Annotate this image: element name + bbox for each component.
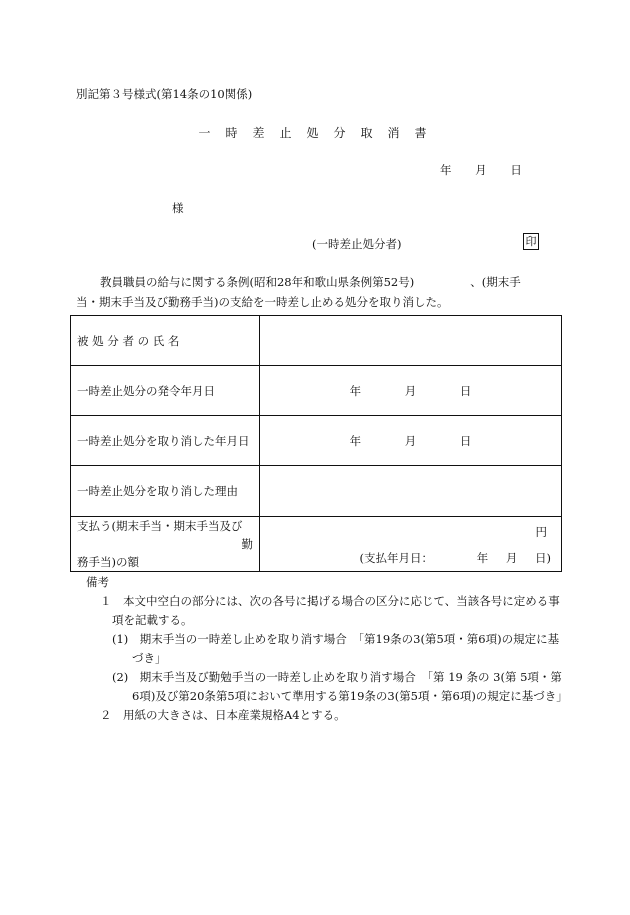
amount-label-line-3: 務手当)の額 bbox=[77, 555, 139, 569]
cancel-day-label: 日 bbox=[459, 433, 472, 448]
document-date bbox=[440, 162, 542, 178]
body-line-1-end: 、(期末手 bbox=[470, 275, 521, 289]
notes-heading: 備考 bbox=[86, 575, 109, 589]
cancel-year-label: 年 bbox=[349, 433, 362, 448]
seal-mark: 印 bbox=[523, 233, 539, 250]
pay-date-label: (支払年月日： bbox=[359, 550, 434, 565]
disposition-table bbox=[70, 315, 562, 572]
cancel-month-label: 月 bbox=[404, 433, 417, 448]
form-reference: 別記第３号様式(第14条の10関係) bbox=[76, 87, 253, 101]
note-item-2: ２ 用紙の大きさは、日本産業規格A4とする。 bbox=[100, 708, 346, 722]
note-item-1-2: (2) 期末手当及び勤勉手当の一時差し止めを取り消す場合 「第 19 条の 3(第 5項・第6項)及び第20条第5項において準用する第19条の3(第5項・第6項)の規定に基づき」 bbox=[112, 670, 568, 703]
row-label-issue-date: 一時差止処分の発令年月日 bbox=[71, 366, 260, 416]
pay-year-label: 年 bbox=[476, 550, 489, 565]
body-paragraph bbox=[76, 272, 556, 312]
pay-month-label: 月 bbox=[505, 550, 518, 565]
table-row bbox=[71, 366, 562, 416]
row-label-cancel-date: 一時差止処分を取り消した年月日 bbox=[71, 416, 260, 466]
pay-day-label: 日) bbox=[535, 550, 551, 565]
issue-month-label: 月 bbox=[404, 383, 417, 398]
issue-year-label: 年 bbox=[349, 383, 362, 398]
amount-label-line-1: 支払う(期末手当・期末手当及び bbox=[77, 519, 243, 533]
table-row bbox=[71, 517, 562, 572]
table-row bbox=[71, 416, 562, 466]
addressee-suffix: 様 bbox=[172, 201, 184, 215]
row-label-amount bbox=[71, 517, 260, 572]
note-item-1-1: (1) 期末手当の一時差し止めを取り消す場合 「第19条の3(第5項・第6項)の規定に基づき」 bbox=[112, 632, 560, 665]
body-line-2: 当・期末手当及び勤務手当)の支給を一時差し止める処分を取り消した。 bbox=[76, 295, 449, 309]
issuer-label: (一時差止処分者) bbox=[312, 237, 402, 251]
pay-date bbox=[346, 550, 551, 566]
note-item-1: １ 本文中空白の部分には、次の各号に掲げる場合の区分に応じて、当該各号に定める事項を記載する。 bbox=[100, 594, 560, 627]
date-month-label: 月 bbox=[475, 163, 487, 177]
row-label-name: 被 処 分 者 の 氏 名 bbox=[71, 316, 260, 366]
row-label-reason: 一時差止処分を取り消した理由 bbox=[71, 466, 260, 517]
amount-value-cell bbox=[260, 517, 562, 572]
document-title: 一時差止処分取消書 bbox=[198, 126, 442, 140]
cancel-date-cell bbox=[260, 416, 562, 466]
yen-unit: 円 bbox=[535, 524, 547, 539]
amount-label-line-2: 勤 bbox=[241, 537, 253, 551]
table-row bbox=[71, 316, 562, 366]
issue-date-cell bbox=[260, 366, 562, 416]
date-year-label: 年 bbox=[440, 163, 452, 177]
notes-section bbox=[84, 573, 568, 725]
date-day-label: 日 bbox=[510, 163, 522, 177]
name-value-cell bbox=[260, 316, 562, 366]
table-row bbox=[71, 466, 562, 517]
body-line-1: 教員職員の給与に関する条例(昭和28年和歌山県条例第52号) bbox=[100, 275, 415, 289]
reason-value-cell bbox=[260, 466, 562, 517]
issue-day-label: 日 bbox=[459, 383, 472, 398]
